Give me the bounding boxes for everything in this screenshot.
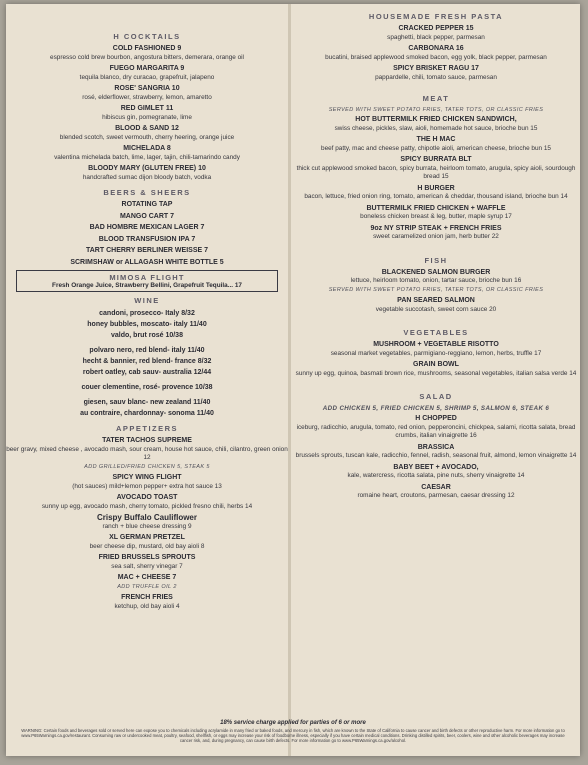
- item-name: BABY BEET + AVOCADO,: [393, 463, 479, 471]
- meat-sides-note: SERVED WITH SWEET POTATO FRIES, TATER TOTS, OR CLASSIC FRIES: [328, 107, 544, 113]
- menu-item: [6, 145, 288, 162]
- item-name: GRAIN BOWL: [413, 361, 459, 368]
- item-desc: brussels sprouts, tuscan kale, radicchio, fennel, radish, seasonal fruit, almond, lemon vinaigrette 14: [295, 452, 577, 459]
- right-column: [292, 4, 580, 504]
- item-name: TATER TACHOS SUPREME: [102, 437, 192, 444]
- item-name: FRENCH FRIES: [121, 594, 173, 601]
- item-name: SPICY BURRATA BLT: [400, 156, 472, 163]
- item-desc: boneless chicken breast & leg, butter, maple syrup 17: [360, 213, 512, 220]
- beer-item: TART CHERRY BERLINER WEISSE 7: [86, 247, 208, 254]
- item-name: MICHELADA 8: [123, 145, 171, 152]
- menu-item: [292, 45, 580, 62]
- menu-item: [6, 594, 288, 611]
- item-desc: tequila blanco, dry curacao, grapefruit, jalapeno: [79, 73, 215, 81]
- item-name: SPICY BRISKET RAGU 17: [393, 65, 479, 72]
- menu-item: [292, 65, 580, 82]
- menu-item: [292, 136, 580, 153]
- appetizers-heading: APPETIZERS: [115, 424, 179, 433]
- menu-item: [6, 105, 288, 122]
- item-desc: lettuce, heirloom tomato, onion, tartar sauce, brioche bun 16: [350, 277, 522, 284]
- menu-item: [292, 361, 580, 378]
- mimosa-flight-box: [16, 270, 278, 292]
- wine-item: polvaro nero, red blend- italy 11/40: [89, 347, 205, 354]
- item-name: ROSE' SANGRIA 10: [114, 85, 180, 92]
- item-desc: espresso cold brew bourbon, angostura bitters, demerara, orange oil: [50, 53, 244, 61]
- item-name: BLOOD & SAND 12: [115, 125, 179, 132]
- menu-item: [6, 45, 288, 62]
- menu-item: [6, 494, 288, 511]
- item-desc: sea salt, sherry vinegar 7: [111, 562, 183, 570]
- item-desc: spaghetti, black pepper, parmesan: [387, 33, 485, 41]
- item-name: FRIED BRUSSELS SPROUTS: [98, 554, 196, 561]
- item-desc: beef patty, mac and cheese patty, chipotle aioli, american cheese, brioche bun 15: [321, 144, 551, 152]
- beer-item: BLOOD TRANSFUSION IPA 7: [98, 235, 196, 243]
- item-desc: romaine heart, croutons, parmesan, caesar dressing 12: [357, 492, 515, 499]
- menu-item: [292, 297, 580, 314]
- mimosa-title: MIMOSA FLIGHT: [109, 273, 185, 282]
- menu-item: [6, 574, 288, 591]
- item-desc: kale, watercress, ricotta salata, pine nuts, sherry vinaigrette 14: [347, 472, 525, 479]
- prop65-warning: WARNING: Certain foods and beverages sold or served here can expose you to chemicals including acrylamide in many fried or baked foods, and mercury in fish, which are known to the State of California to cause cancer and birth defects or other reproductive harm. For more information go to www.P65Warnings.ca.gov/restaurant. Consuming raw or undercooked meat, poultry, seafood, shellfish, or eggs may increase your risk of foodborne illness, especially if you have certain medical conditions. Drinking distilled spirits, beer, coolers, wine and other alcoholic beverages may increase cancer risk, and, during pregnancy, can cause birth defects. For more information go to www.P65Warnings.ca.gov/alcohol.: [21, 728, 565, 743]
- beer-item: SCRIMSHAW or ALLAGASH WHITE BOTTLE 5: [70, 258, 224, 266]
- beer-item: MANGO CART 7: [119, 212, 175, 220]
- vegetables-heading: VEGETABLES: [403, 328, 469, 337]
- item-desc: ranch + blue cheese dressing 9: [102, 522, 192, 530]
- item-name: RED GIMLET 11: [120, 105, 174, 112]
- item-desc: seasonal market vegetables, parmigiano-reggiano, lemon, herbs, truffle 17: [330, 349, 542, 357]
- item-name: MUSHROOM + VEGETABLE RISOTTO: [373, 341, 499, 348]
- item-name: BRASSICA: [417, 443, 455, 451]
- item-note: ADD GRILLED/FRIED CHICKEN 5, STEAK 5: [84, 463, 210, 470]
- item-desc: bacon, lettuce, fried onion ring, tomato, american & cheddar, thousand island, brioche bun 14: [304, 193, 568, 200]
- beer-item: BAD HOMBRE MEXICAN LAGER 7: [89, 224, 205, 231]
- menu-item: [6, 514, 288, 531]
- item-desc: sunny up egg, avocado mash, cherry tomato, pickled fresno chili, herbs 14: [41, 502, 253, 510]
- item-desc: iceburg, radicchio, arugula, tomato, red onion, pepperoncini, chickpea, salami, ricotta salata, bread crumbs, italian vinaigrette 16: [296, 423, 576, 439]
- cocktails-heading: H COCKTAILS: [113, 32, 181, 41]
- wine-item: valdo, brut rosé 10/38: [111, 332, 183, 339]
- item-name: XL GERMAN PRETZEL: [109, 534, 185, 541]
- page-fold: [288, 4, 291, 756]
- menu-item: [6, 437, 288, 471]
- menu-page: [6, 4, 580, 756]
- menu-item: [292, 269, 580, 295]
- menu-item: [292, 185, 580, 202]
- item-name: BUTTERMILK FRIED CHICKEN + WAFFLE: [366, 204, 506, 212]
- item-name: FUEGO MARGARITA 9: [109, 65, 185, 72]
- wine-heading: WINE: [134, 296, 160, 305]
- left-column: [6, 4, 288, 614]
- item-name: MAC + CHEESE 7: [117, 574, 177, 581]
- salad-addons-note: ADD CHICKEN 5, FRIED CHICKEN 5, SHRIMP 5, SALMON 6, STEAK 6: [322, 405, 550, 412]
- item-name: H CHOPPED: [415, 415, 457, 422]
- item-desc: pappardelle, chili, tomato sauce, parmesan: [375, 73, 497, 81]
- menu-item: [6, 474, 288, 491]
- wine-item: candoni, prosecco- Italy 8/32: [99, 310, 195, 317]
- item-name: CARBONARA 16: [408, 45, 464, 52]
- wine-item: au contraire, chardonnay- sonoma 11/40: [80, 410, 214, 417]
- menu-item: [292, 25, 580, 42]
- menu-item: [292, 341, 580, 358]
- item-desc: swiss cheese, pickles, slaw, aioli, homemade hot sauce, brioche bun 15: [334, 124, 538, 132]
- pasta-heading: HOUSEMADE FRESH PASTA: [368, 12, 504, 21]
- wine-item: honey bubbles, moscato- italy 11/40: [87, 321, 207, 328]
- beer-item: ROTATING TAP: [121, 201, 173, 208]
- item-name: PAN SEARED SALMON: [397, 297, 475, 304]
- menu-footer: [6, 720, 580, 743]
- item-name: BLACKENED SALMON BURGER: [381, 268, 491, 276]
- menu-item: [292, 484, 580, 501]
- menu-item: [6, 125, 288, 142]
- menu-item: [6, 65, 288, 82]
- beers-heading: BEERS & SHEERS: [103, 188, 191, 197]
- wine-item: giesen, sauv blanc- new zealand 11/40: [83, 399, 211, 406]
- item-desc: thick cut applewood smoked bacon, spicy burrata, heirloom tomato, arugula, spicy aioli, sourdough bread 15: [296, 164, 576, 180]
- menu-item: [292, 464, 580, 481]
- item-desc: ketchup, old bay aioli 4: [114, 602, 180, 610]
- menu-item: [6, 85, 288, 102]
- wine-item: couer clementine, rosé- provence 10/38: [81, 384, 213, 391]
- item-desc: beer cheese dip, mustard, old bay aioli 8: [89, 542, 205, 550]
- item-desc: vegetable succotash, sweet corn sauce 20: [375, 305, 497, 313]
- menu-item: [292, 444, 580, 461]
- item-desc: hibiscus gin, pomegranate, lime: [102, 113, 192, 121]
- menu-item: [292, 415, 580, 441]
- item-name: CRACKED PEPPER 15: [398, 25, 474, 32]
- salad-heading: SALAD: [419, 392, 453, 401]
- item-desc: sunny up egg, quinoa, basmati brown rice, mushrooms, seasonal vegetables, italian salsa verde 14: [295, 369, 577, 377]
- menu-item: [292, 205, 580, 222]
- item-desc: blended scotch, sweet vermouth, cherry heering, orange juice: [59, 133, 235, 141]
- item-name: THE H MAC: [416, 136, 456, 143]
- item-desc: ADD TRUFFLE OIL 2: [117, 583, 177, 590]
- menu-item: [6, 534, 288, 551]
- item-desc: handcrafted sumac dijon bloody batch, vodka: [82, 173, 212, 181]
- menu-item: [292, 116, 580, 133]
- menu-item: [292, 225, 580, 242]
- item-name: SPICY WING FLIGHT: [112, 474, 182, 481]
- mimosa-desc: Fresh Orange Juice, Strawberry Bellini, Grapefruit Tequila... 17: [52, 282, 242, 289]
- item-name: AVOCADO TOAST: [116, 494, 178, 501]
- menu-item: [6, 165, 288, 182]
- item-note: SERVED WITH SWEET POTATO FRIES, TATER TOTS, OR CLASSIC FRIES: [328, 286, 544, 293]
- wine-item: hecht & bannier, red blend- france 8/32: [82, 358, 212, 365]
- item-desc: valentina michelada batch, lime, lager, tajin, chili-tamarindo candy: [54, 153, 240, 161]
- item-desc: (hot sauces) mild+lemon pepper+ extra hot sauce 13: [72, 482, 222, 490]
- item-desc: rosé, elderflower, strawberry, lemon, amaretto: [82, 93, 212, 101]
- fish-heading: FISH: [424, 255, 448, 265]
- item-desc: bucatini, braised applewood smoked bacon, egg yolk, black pepper, parmesan: [325, 53, 547, 61]
- wine-item: robert oatley, cab sauv- australia 12/44: [82, 369, 212, 376]
- item-name: Crispy Buffalo Cauliflower: [96, 513, 197, 522]
- item-desc: beer gravy, mixed cheese , avocado mash, sour cream, house hot sauce, chili, cilantro, green onion 12: [6, 445, 288, 461]
- item-name: HOT BUTTERMILK FRIED CHICKEN SANDWICH,: [355, 116, 517, 123]
- menu-item: [292, 156, 580, 182]
- item-name: H BURGER: [417, 184, 455, 192]
- menu-item: [6, 554, 288, 571]
- item-name: BLOODY MARY (GLUTEN FREE) 10: [88, 165, 206, 172]
- item-name: CAESAR: [421, 483, 451, 491]
- meat-heading: MEAT: [422, 94, 450, 103]
- service-charge-note: 18% service charge applied for parties of 6 or more: [220, 720, 366, 726]
- item-name: COLD FASHIONED 9: [112, 45, 182, 52]
- item-name: 9oz NY STRIP STEAK + FRENCH FRIES: [370, 224, 502, 232]
- item-desc: sweet caramelized onion jam, herb butter 22: [373, 233, 499, 240]
